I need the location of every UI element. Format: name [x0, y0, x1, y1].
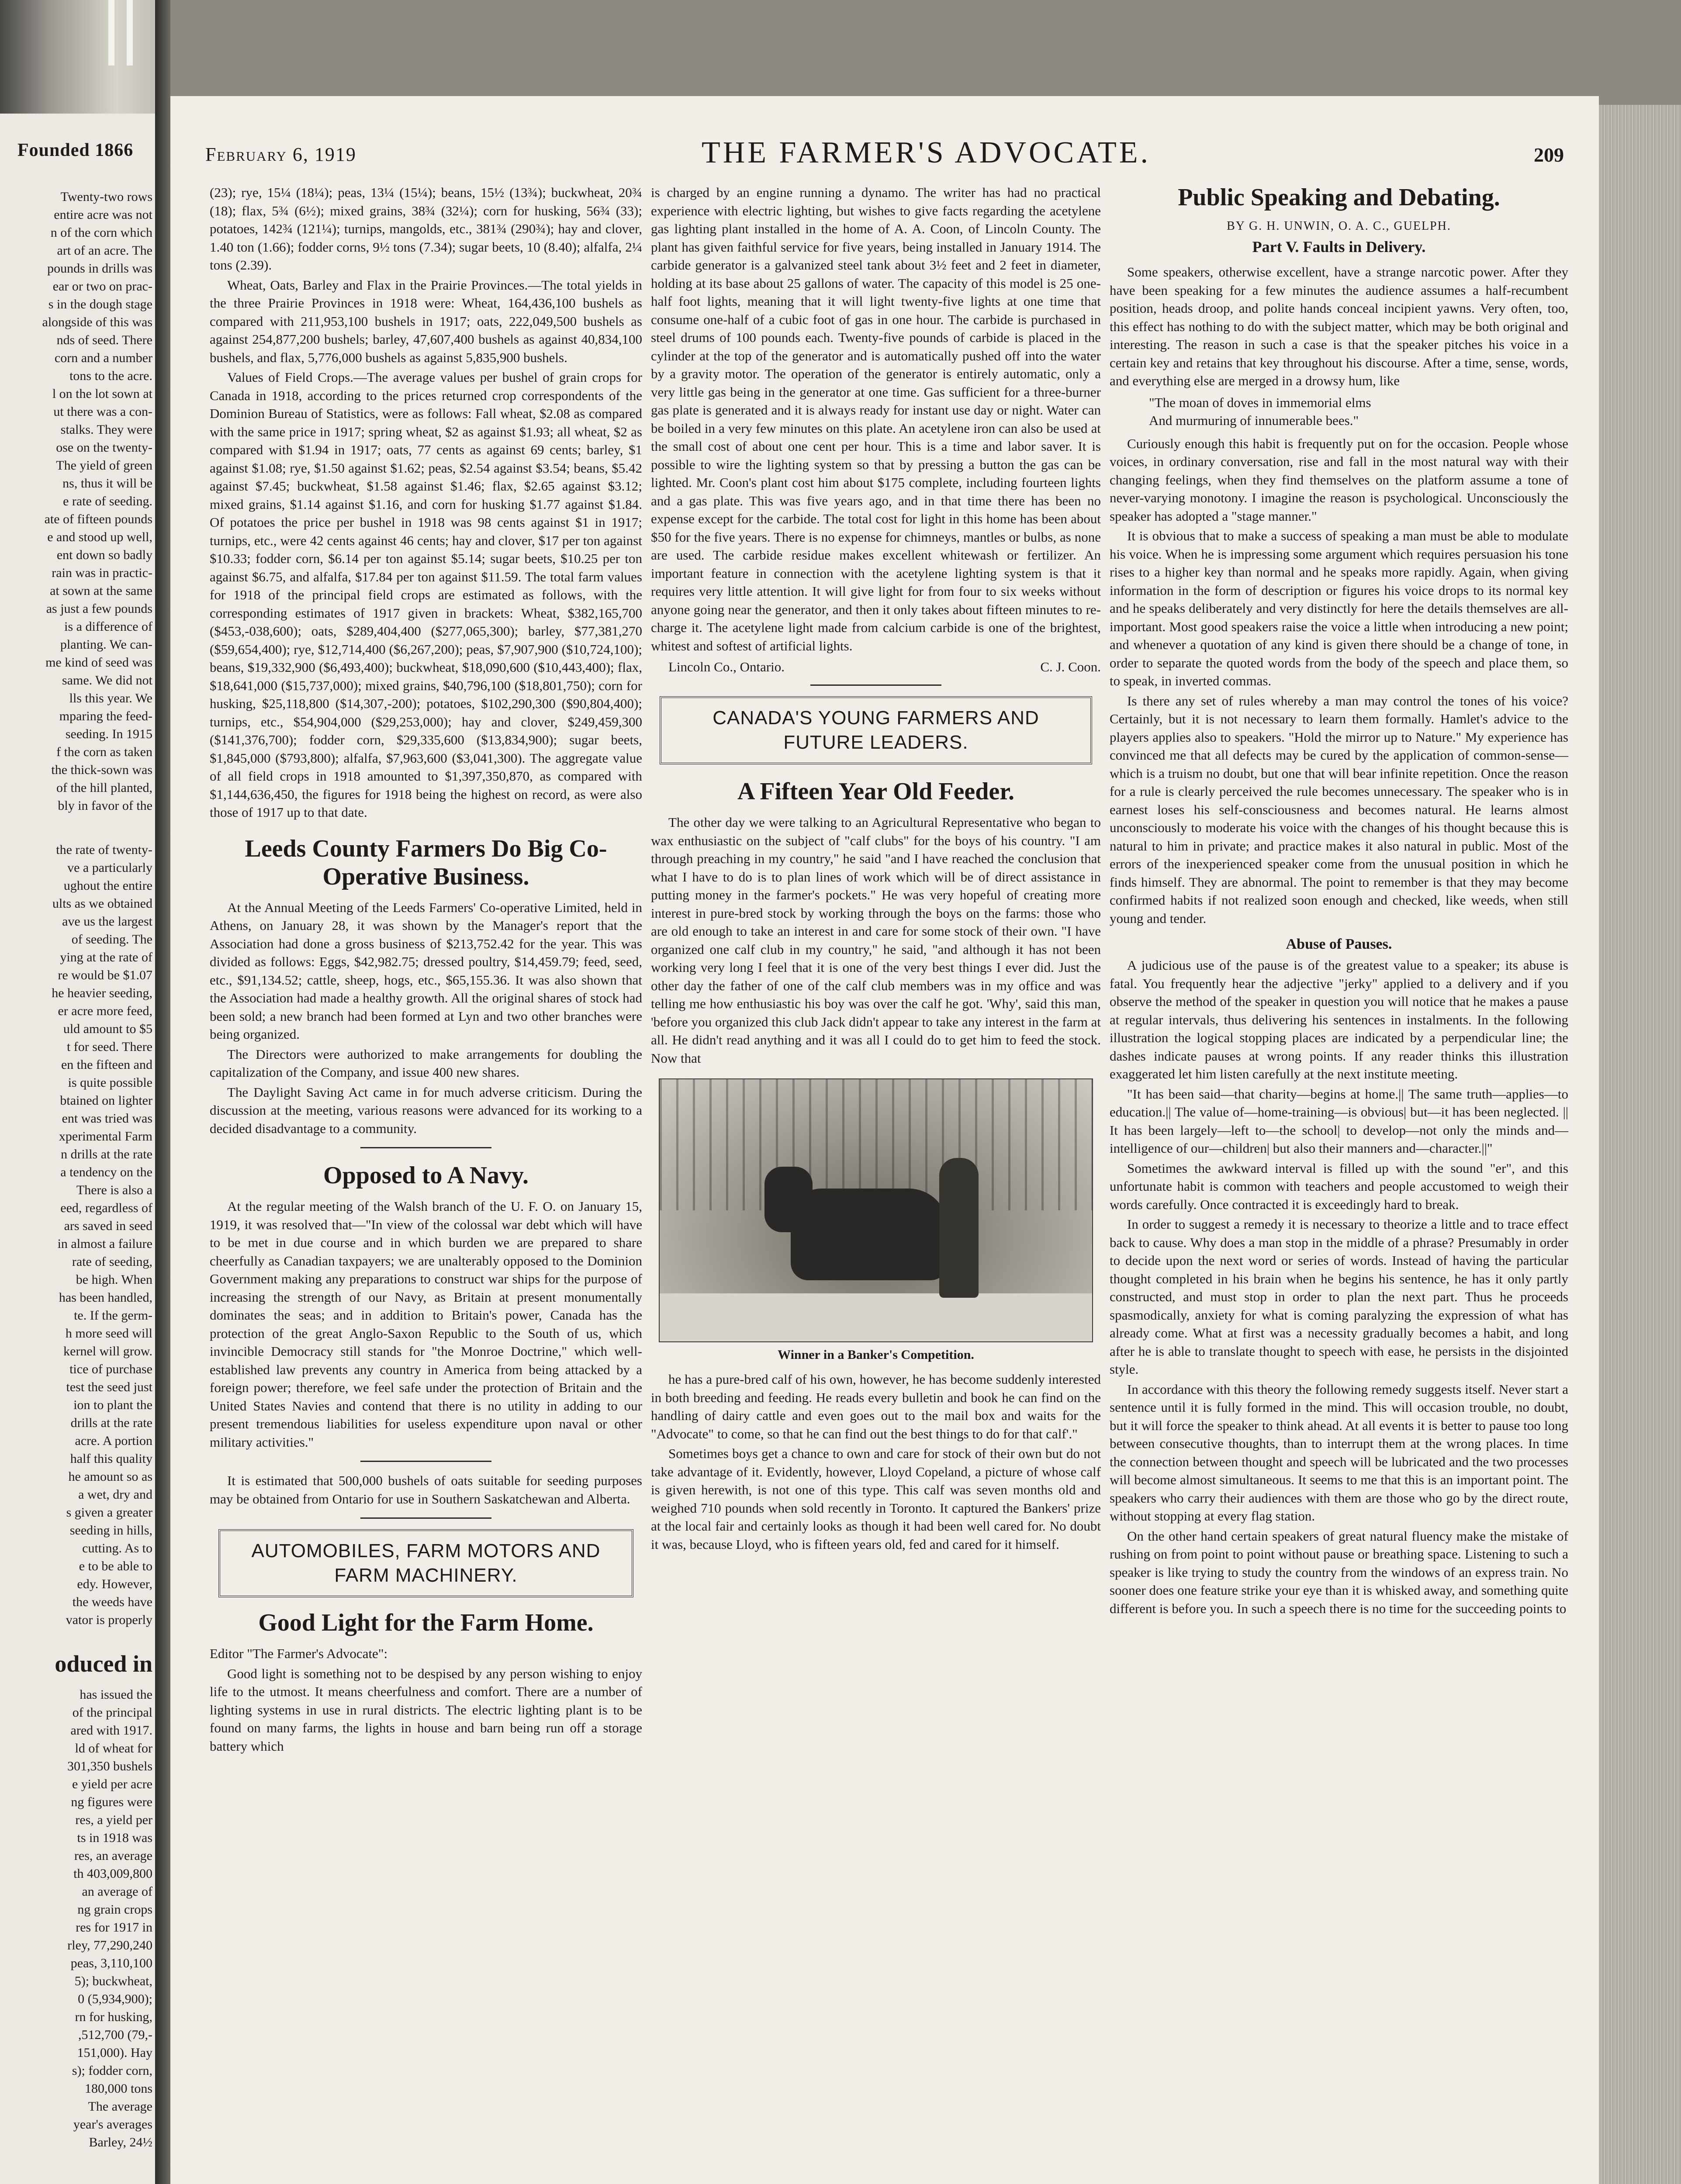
fragment-line: half this quality — [70, 1451, 152, 1466]
leeds-article-body — [210, 898, 642, 1138]
binder-mark — [127, 0, 133, 66]
fragment-line: eed, regardless of — [60, 1201, 152, 1215]
fragment-line: btained on lighter — [60, 1093, 152, 1108]
fragment-line: peas, 3,110,100 — [70, 1956, 152, 1970]
fragment-line: drills at the rate — [70, 1416, 152, 1430]
fragment-line: ld of wheat for — [75, 1741, 152, 1755]
fragment-line: is quite possible — [68, 1075, 152, 1090]
fragment-line: seeding in hills, — [69, 1523, 152, 1538]
fragment-line: n drills at the rate — [61, 1147, 152, 1161]
speaking-byline: BY G. H. UNWIN, O. A. C., GUELPH. — [1227, 219, 1451, 233]
fragment-line: ars saved in seed — [64, 1219, 152, 1233]
light-article-body — [210, 1665, 642, 1755]
fragment-line: 5); buckwheat, — [74, 1974, 152, 1988]
fragment-line: the rate of twenty- — [56, 843, 152, 857]
fragment-line: has issued the — [80, 1687, 152, 1702]
fragment-line: te. If the germ- — [74, 1308, 152, 1323]
page-stack-edge — [1599, 105, 1681, 2184]
abuse-of-pauses-body — [1110, 956, 1568, 1617]
abuse-of-pauses-heading: Abuse of Pauses. — [1286, 936, 1392, 952]
fragment-line: a wet, dry and — [78, 1487, 152, 1502]
paragraph: It is obvious that to make a success of speaking a man must be able to modulate his voice. When he is impressing some argument which requires persuasion his tone rises to a higher key than normal and he speaks more rapidly. Again, when giving information in the form of description or figures his voice drops to its normal key and he speaks deliberately and very distinctly for here the details themselves are all-important. Most good speakers raise the voice a little when introducing a new point; and whenever a quotation of any kind is given there should be a change of tone, in order to separate the quoted words from the body of the speech and place them, so to speak, in inverted commas. — [1110, 528, 1568, 688]
signature-name: C. J. Coon. — [1040, 659, 1101, 674]
fragment-line: pounds in drills was — [47, 261, 152, 276]
running-head — [188, 135, 1581, 175]
binder-mark — [108, 0, 114, 66]
left-page-text — [8, 188, 152, 2151]
fragment-line: entire acre was not — [54, 207, 152, 222]
fragment-line: ut there was a con- — [53, 404, 152, 419]
navy-article-title: Opposed to A Navy. — [323, 1162, 529, 1189]
fragment-line: ared with 1917. — [70, 1723, 152, 1738]
section-box-young-farmers: CANADA'S YOUNG FARMERS AND FUTURE LEADERS. — [660, 696, 1092, 764]
left-page-lines-bottom — [8, 1686, 152, 2151]
fragment-line: art of an acre. The — [57, 243, 152, 258]
fragment-line: tice of purchase — [69, 1362, 152, 1376]
paragraph: At the regular meeting of the Walsh branch of the U. F. O. on January 15, 1919, it was resolved that—"In view of the colossal war debt which will have to be met in due course and in which burden we are prepared to share cheerfully as Canadian taxpayers; we are unalterably opposed to the Dominion Government making any preparations to construct war ships for the purpose of increasing the strength of our Navy, as Britain at present monumentally dominates the seas; and in addition to Britain's power, Canada has the protection of the great Anglo-Saxon Republic to the South of us, which invincible Democracy still stands for "the Monroe Doctrine," which well-established law prevents any country in America from being attacked by a foreign power; therefore, we feel safe under the protection of Britain and the United States Navies and contend that there is no utility in adding to our present tremendous liabilities for useless expenditure upon naval or other military activities." — [210, 1199, 642, 1450]
page-209 — [170, 96, 1599, 2184]
fragment-line: There is also a — [76, 1183, 152, 1197]
speaking-body — [1110, 435, 1568, 928]
fragment-line: ent was tried was — [62, 1111, 152, 1126]
speaking-part-heading: Part V. Faults in Delivery. — [1252, 238, 1426, 256]
fragment-line: alongside of this was — [42, 315, 152, 329]
fragment-line: vator is properly — [66, 1613, 152, 1627]
fragment-line: ion to plant the — [73, 1398, 152, 1412]
fragment-line: Twenty-two rows — [60, 190, 152, 204]
fragment-line: ave us the largest — [62, 914, 152, 929]
paragraph: The Directors were authorized to make arrangements for doubling the capitalization of the Company, and issue 400 new shares. — [210, 1046, 642, 1080]
fragment-line: as just a few pounds — [46, 601, 152, 616]
paragraph: On the other hand certain speakers of great natural fluency make the mistake of rushing on from point to point without pause or breathing space. Listening to such a speaker is like trying to study the country from the windows of an express train. No sooner does one feature strike your eye than it is whisked away, and something quite different is before you. In such a speech there is no time for the succeeding points to — [1110, 1528, 1568, 1616]
fragment-line: has been handled, — [59, 1290, 152, 1305]
fragment-line: the thick-sown was — [51, 763, 152, 777]
fragment-line: f the corn as taken — [56, 745, 152, 759]
fragment-line: ying at the rate of — [60, 950, 152, 964]
fragment-line: same. We did not — [62, 673, 152, 688]
fragment-line: 301,350 bushels — [67, 1759, 152, 1773]
verse-line: And murmuring of innumerable bees." — [1149, 412, 1359, 428]
fragment-line: ns, thus it will be — [62, 476, 152, 491]
fragment-line: is a difference of — [64, 619, 152, 634]
fragment-line: ng grain crops — [77, 1902, 152, 1917]
fragment-line: edy. However, — [77, 1577, 152, 1591]
fragment-line: Barley, 24½ — [89, 2135, 152, 2149]
signature-place: Lincoln Co., Ontario. — [668, 659, 785, 674]
fragment-line: t for seed. There — [66, 1040, 152, 1054]
fragment-line: at sown at the same — [50, 584, 152, 598]
fragment-line: xperimental Farm — [59, 1129, 152, 1144]
fragment-line: ose on the twenty- — [56, 440, 152, 455]
fragment-line: test the seed just — [66, 1380, 152, 1394]
paragraph: Good light is something not to be despised by any person wishing to enjoy life to the utmost. It means cheerfulness and comfort. There are a number of lighting systems in use in rural districts. The electric lighting plant is to be found on many farms, the lights in house and barn being run off a storage battery which — [210, 1666, 642, 1754]
fragment-line: 151,000). Hay — [77, 2046, 152, 2060]
fragment-line: 0 (5,934,900); — [78, 1992, 152, 2006]
fragment-line: res, a yield per — [75, 1813, 152, 1827]
paragraph: Is there any set of rules whereby a man may control the tones of his voice? Certainly, but it is not necessary to learn them formally. Hamlet's advice to the players applies also to speakers. "Hold the mirror up to Nature." My experience has convinced me that all defects may be cured by the application of common-sense—which is a truism no doubt, but one that will bear infinite repetition. Once the reason for a rule is clearly perceived the rule becomes unnecessary. The speaker who is in earnest loses his self-consciousness and becomes natural. He learns almost unconsciously to moderate his voice with the changes of his thought because this is natural to him in private; and practice makes it also natural in public. Most of the errors of the inexperienced speaker come from the unusual position in which he finds himself. They are abnormal. The point to remember is that they may become confirmed habits if not realized soon enough and checked, like weeds, when still young and tender. — [1110, 693, 1568, 926]
fragment-line: er acre more feed, — [58, 1004, 152, 1018]
fragment-line: ,512,700 (79,- — [78, 2028, 152, 2042]
left-page-fragment — [0, 114, 155, 2184]
fragment-line: ng figures were — [71, 1795, 152, 1809]
fragment-line: th 403,009,800 — [73, 1866, 152, 1881]
feeder-article-title: A Fifteen Year Old Feeder. — [737, 778, 1015, 805]
navy-article-body — [210, 1197, 642, 1451]
fragment-line: of the principal — [72, 1705, 152, 1720]
speaking-article-title: Public Speaking and Debating. — [1178, 184, 1500, 211]
paragraph: Wheat, Oats, Barley and Flax in the Prairie Provinces.—The total yields in the three Prairie Provinces in 1918 were: Wheat, 164,436,100 bushels as compared with 211,953,100 bushels in 1917; oats, 222,049,500 bushels as against 254,877,200 bushels; barley, 47,607,400 bushels as against 40,834,100 bushels, and flax, 5,776,000 bushels as against 5,835,900 bushels. — [210, 277, 642, 365]
photo-caption: Winner in a Banker's Competition. — [778, 1348, 974, 1362]
issue-date: February 6, 1919 — [205, 144, 356, 165]
paragraph: In order to suggest a remedy it is necessary to theorize a little and to trace effect back to cause. Why does a man stop in the middle of a phrase? Presumably in order to decide upon the next word or series of words. Instead of having the particular thought completed in his brain when he begins his sentence, he has it only partly constructed, and must stop in order to plan the next part. Thus he proceeds spasmodically, anxiety for what is coming paralyzing the expression of what has already come. What at first was a necessity gradually becomes a habit, and long after he is able to translate thought to speech with ease, he persists in the disjointed style. — [1110, 1216, 1568, 1377]
divider — [360, 1461, 491, 1462]
fragment-line: an average of — [82, 1884, 152, 1899]
fragment-line: res for 1917 in — [76, 1920, 152, 1935]
fragment-line: uld amount to $5 — [63, 1022, 152, 1036]
fragment-line: s); fodder corn, — [72, 2063, 152, 2078]
fragment-line: e rate of seeding. — [63, 494, 152, 508]
paragraph: A judicious use of the pause is of the greatest value to a speaker; its abuse is fatal. You frequently hear the adjective "jerky" applied to a delivery and if you observe the method of the speaker in question you will notice that he makes a pause at regular intervals, thus delivering his sentences in instalments. In the following illustration the logical stopping places are indicated by a perpendicular line; the dashes indicate pauses at wrong points. If any reader thinks this illustration exaggerated let him listen carefully at the next institute meeting. — [1110, 957, 1568, 1082]
light-article-editor: Editor "The Farmer's Advocate": — [210, 1646, 388, 1661]
fragment-line: of the hill planted, — [56, 781, 152, 795]
fragment-line: e and stood up well, — [47, 530, 152, 544]
fragment-line: cutting. As to — [82, 1541, 152, 1555]
calf-photograph — [659, 1078, 1093, 1342]
fragment-line: nds of seed. There — [56, 333, 152, 347]
fragment-line: e yield per acre — [72, 1777, 152, 1791]
fragment-line: e to be able to — [79, 1559, 152, 1573]
paragraph: Some speakers, otherwise excellent, have a strange narcotic power. After they have been speaking for a few minutes the audience assumes a half-recumbent position, heads droop, and polite hands conceal incipient yawns. Very often, too, this effect has nothing to do with the subject matter, which may be both original and interesting. The reason in such a case is that the speaker pitches his voice in a certain key and retains that key throughout his discourse. After a time, sense, words, and everything else are merged in a drowsy hum, like — [1110, 264, 1568, 388]
divider — [360, 1147, 491, 1148]
paragraph: Sometimes boys get a chance to own and care for stock of their own but do not take advantage of it. Evidently, however, Lloyd Copeland, a picture of whose calf is given herewith, is not one of this type. This calf was seven months old and weighed 710 pounds when sold recently in Toronto. It captured the Bankers' prize at the local fair and certainly looks as though it had been well cared for. No doubt it was, because Lloyd, who is fifteen years old, fed and cared for it himself. — [651, 1446, 1101, 1552]
fragment-line: of seeding. The — [71, 932, 152, 947]
fragment-line: res, an average — [74, 1849, 152, 1863]
fragment-line: stalks. They were — [60, 422, 152, 437]
fragment-line: ear or two on prac- — [52, 279, 152, 294]
crop-statistics-article — [210, 183, 642, 822]
fragment-line: he amount so as — [68, 1469, 152, 1484]
paragraph: At the Annual Meeting of the Leeds Farmers' Co-operative Limited, held in Athens, on January 28, it was shown by the Manager's report that the Association had done a gross business of $213,752.42 for the year. This was divided as follows: Eggs, $42,982.75; dressed poultry, $14,459.79; feed, seed, etc., $91,134.52; cattle, sheep, hogs, etc., $65,155.36. It was also shown that the Association had made a healthy growth. All the original shares of stock had been sold; a new branch had been formed at Lyn and two other branches were being organized. — [210, 899, 642, 1042]
fragment-line: ults as we obtained — [52, 896, 152, 911]
fragment-line: ughout the entire — [63, 878, 152, 893]
fragment-line: the weeds have — [72, 1595, 152, 1609]
fragment-line: planting. We can- — [60, 637, 152, 652]
paragraph: (23); rye, 15¼ (18¼); peas, 13¼ (15¼); beans, 15½ (13¾); buckwheat, 20¾ (18); flax, 5¾ (6½); mixed grains, 38¾ (32¼); corn for husking, 56¾ (33); potatoes, 142¾ (121¼); turnips, mangolds, etc., 381¾ (290¾); hay and clover, 1.40 ton (1.66); fodder corns, 9½ tons (7.34); sugar beets, 10 (8.40); alfalfa, 2¼ tons (2.39). — [210, 185, 642, 273]
fragment-line: rn for husking, — [75, 2010, 152, 2024]
column-3 — [1110, 183, 1568, 1619]
feeder-article-body — [651, 813, 1101, 1067]
paragraph: Curiously enough this habit is frequently put on for the occasion. People whose voices, in ordinary conversation, rise and fall in the most natural way with their changing feelings, when they find themselves on the platform assume a tone of never-varying monotony. I imagine the reason is psychological. Unconsciously the speaker has adopted a "stage manner." — [1110, 435, 1568, 524]
fragment-line: rate of seeding, — [72, 1254, 152, 1269]
fragment-line: h more seed will — [65, 1326, 152, 1341]
paragraph: "It has been said—that charity—begins at home.|| The same truth—applies—to education.|| The value of—home-training—is obvious| but—it has been neglected. || It has been largely—left to—the school| to develop—not only the minds and—intelligence of our—children| but also their manners and—character.||" — [1110, 1086, 1568, 1156]
fragment-line: ent down so badly — [56, 548, 152, 562]
page-number: 209 — [1534, 144, 1564, 166]
fragment-line: ts in 1918 was — [77, 1831, 152, 1845]
fragment-line: acre. A portion — [75, 1434, 152, 1448]
fragment-line: year's averages — [73, 2117, 152, 2132]
fragment-line: he heavier seeding, — [52, 986, 152, 1000]
fragment-line: mparing the feed- — [59, 709, 152, 723]
fragment-line: s given a greater — [66, 1505, 152, 1520]
paragraph: he has a pure-bred calf of his own, however, he has become suddenly interested in both breeding and feeding. He reads every bulletin and book he can find on the handling of dairy cattle and even goes out to the mail box and waits for the "Advocate" to come, so that he can find out the best things to do for that calf'." — [651, 1372, 1101, 1441]
left-page-header: Founded 1866 — [17, 140, 134, 160]
fragment-line: The yield of green — [56, 458, 152, 473]
speaking-intro — [1110, 263, 1568, 390]
fragment-line: 180,000 tons — [84, 2081, 152, 2096]
fragment-line: en the fifteen and — [61, 1057, 152, 1072]
oats-note: It is estimated that 500,000 bushels of oats suitable for seeding purposes may be obtained from Ontario for use in Southern Saskatchewan and Alberta. — [210, 1473, 642, 1507]
book-gutter — [155, 0, 170, 2184]
left-page-lines-top — [8, 188, 152, 815]
fragment-line: seeding. In 1915 — [65, 727, 152, 741]
fragment-line: in almost a failure — [57, 1237, 152, 1251]
light-article-continued — [651, 183, 1101, 655]
fragment-line: ve a particularly — [67, 860, 152, 875]
fragment-line: rain was in practic- — [52, 566, 152, 580]
light-article-title: Good Light for the Farm Home. — [258, 1609, 594, 1636]
column-2 — [651, 183, 1101, 1555]
fragment-line: s in the dough stage — [48, 297, 152, 311]
left-page-heading: oduced in — [55, 1651, 152, 1677]
fragment-line: rley, 77,290,240 — [67, 1938, 152, 1952]
magazine-title: THE FARMER'S ADVOCATE. — [701, 136, 1151, 169]
fragment-line: be high. When — [76, 1272, 152, 1287]
paragraph: Values of Field Crops.—The average values per bushel of grain crops for Canada in 1918, according to the prices returned crop correspondents of the Dominion Bureau of Statistics, were as follows: Fall wheat, $2.08 as compared with the same price in 1917; spring wheat, $2 as against $1.93; all wheat, $2 as compared with $1.94 in 1917; oats, 77 cents as against 69 cents; barley, $1 against $1.08; rye, $1.50 against $1.62; peas, $2.54 against $3.54; beans, $5.42 against $7.45; buckwheat, $1.58 against $1.46; flax, $2.65 against $3.12; mixed grains, $1.14 against $1.16, and corn for husking $1.77 against $1.84. Of potatoes the price per bushel in 1918 was 98 cents against $1 in 1917; turnips, etc., were 42 cents against 46 cents; hay and clover, $17 per ton against $10.33; fodder corn, $6.14 per ton against $5.14; sugar beets, $10.25 per ton against $6.75, and alfalfa, $17.84 per ton against $11.59. The total farm values for 1918 of the principal field crops are estimated as follows, with the corresponding estimates of 1917 given in brackets: Wheat, $382,165,700 ($453,-038,600); oats, $289,404,400 ($277,065,300); barley, $77,381,270 ($59,654,400); rye, $12,714,400 ($6,267,200); peas, $7,907,900 ($10,724,100); beans, $19,332,900 ($6,493,400); buckwheat, $18,090,600 ($10,443,400); flax, $18,641,000 ($15,737,000); mixed grains, $40,796,100 ($18,801,750); corn for husking, $25,118,800 ($14,307,-200); potatoes, $102,290,300 ($90,804,400); turnips, etc., $54,904,000 ($29,253,000); hay and clover, $249,459,300 ($141,376,700); fodder corn, $29,335,600 ($13,834,900); sugar beets, $1,845,000 ($793,800); alfalfa, $7,963,600 ($3,041,300). The aggregate value of all field crops in 1918 amounted to $1,397,350,870, as compared with $1,144,636,450, the figures for 1918 being the highest on record, as were also those of 1917 up to that date. — [210, 370, 642, 820]
fragment-line: The average — [88, 2099, 152, 2114]
left-page-lines-mid — [8, 841, 152, 1629]
section-box-automobiles: AUTOMOBILES, FARM MOTORS AND FARM MACHINERY. — [218, 1529, 633, 1597]
paragraph: The other day we were talking to an Agricultural Representative who began to wax enthusiastic on the subject of "calf clubs" for the boys of his country. "I am through preaching in my country," he said "and I have reached the conclusion that what I have to do is to plan lines of work which will be of direct assistance in putting money in the farmer's pockets." He was very hopeful of creating more interest in pure-bred stock by working through the boys on the farms: those who are old enough to take an interest in and care for some stock of their own. "I have organized one calf club in my country," he said, "and although it has not been working very long I feel that it is one of the very best things I ever did. Just the other day the father of one of the calf club members was in my office and was telling me how enthusiastic his boy was over the calf he got. 'Why', said this man, 'before you organized this club Jack didn't appear to take any interest in the farm at all. He didn't read anything and it was all I could do to get him to feed the stock. Now that — [651, 815, 1101, 1066]
fragment-line: re would be $1.07 — [58, 968, 152, 982]
verse-line: "The moan of doves in immemorial elms — [1149, 394, 1371, 410]
fragment-line: ate of fifteen pounds — [44, 512, 152, 526]
paragraph: Sometimes the awkward interval is filled up with the sound "er", and this unfortunate habit is common with teachers and people accustomed to weigh their words carefully. Once contracted it is exceedingly hard to break. — [1110, 1160, 1568, 1212]
fragment-line: tons to the acre. — [69, 369, 152, 383]
fragment-line: kernel will grow. — [63, 1344, 152, 1358]
quoted-verse — [1149, 394, 1568, 429]
signature-line — [651, 659, 1101, 675]
fragment-line: corn and a number — [54, 351, 152, 365]
column-1 — [210, 183, 642, 1757]
paragraph: The Daylight Saving Act came in for much adverse criticism. During the discussion at the meeting, various reasons were advanced for its working to a decided disadvantage to a community. — [210, 1084, 642, 1136]
fragment-line: a tendency on the — [60, 1165, 152, 1179]
feeder-article-continued — [651, 1370, 1101, 1553]
divider — [360, 1517, 491, 1519]
fragment-line: bly in favor of the — [58, 798, 152, 813]
fragment-line: n of the corn which — [50, 225, 152, 240]
divider — [810, 684, 941, 686]
leeds-article-title: Leeds County Farmers Do Big Co-Operative Business. — [245, 835, 607, 890]
paragraph: is charged by an engine running a dynamo. The writer has had no practical experience with electric lighting, but wishes to give facts regarding the acetylene gas lighting plant installed in the home of A. A. Coon, of Lincoln County. The plant has given faithful service for five years, being installed in January 1914. The carbide generator is a galvanized steel tank about 3½ feet and 2 feet in diameter, holding at its base about 25 gallons of water. The capacity of this model is 25 one-half foot lights, meaning that it will light twenty-five lights at one time that consume one-half of a cubic foot of gas in one hour. The carbide is purchased in steel drums of 100 pounds each. Twenty-five pounds of carbide is placed in the cylinder at the top of the generator and is automatically pushed off into the water by a gravity motor. The operation of the generator is entirely automatic, only a very little gas being in the generator at one time. Gas sufficient for a three-burner gas plate is generated and it is always ready for instant use day or night. Water can be boiled in a very few minutes on this plate. An acetylene iron can also be used at the small cost of about one cent per hour. This is a time and labor saver. It is possible to wire the lighting system so that by pressing a button the gas can be lighted. Mr. Coon's plant cost him about $175 complete, including fourteen lights and a gas plate. This was five years ago, and in that time there has been no expense except for the carbide. The total cost for light in this home has been about $50 for the five years. There is no expense for chimneys, mantles or bulbs, as none are used. The carbide residue makes excellent whitewash or fertilizer. An important feature in connection with the acetylene lighting system is that it requires very little attention. It will give light for from four to six weeks without anyone going near the generator, and then it only takes about fifteen minutes to re-charge it. The acetylene light made from calcium carbide is one of the brightest, whitest and softest of artificial lights. — [651, 185, 1101, 653]
fragment-line: lls this year. We — [69, 691, 152, 705]
fragment-line: me kind of seed was — [45, 655, 152, 670]
paragraph: In accordance with this theory the following remedy suggests itself. Never start a sentence until it is fully formed in the mind. This will occasion trouble, no doubt, but it will force the speaker to think ahead. At all events it is better to pause too long between consecutive thoughts, than to interrupt them at the wrong places. In time the connection between thought and speech will be lubricated and the two processes will become almost simultaneous. It seems to me that this is an important point. The speakers who carry their audiences with them are those who go by the direct route, without stopping at every flag station. — [1110, 1381, 1568, 1524]
fragment-line: l on the lot sown at — [52, 387, 152, 401]
